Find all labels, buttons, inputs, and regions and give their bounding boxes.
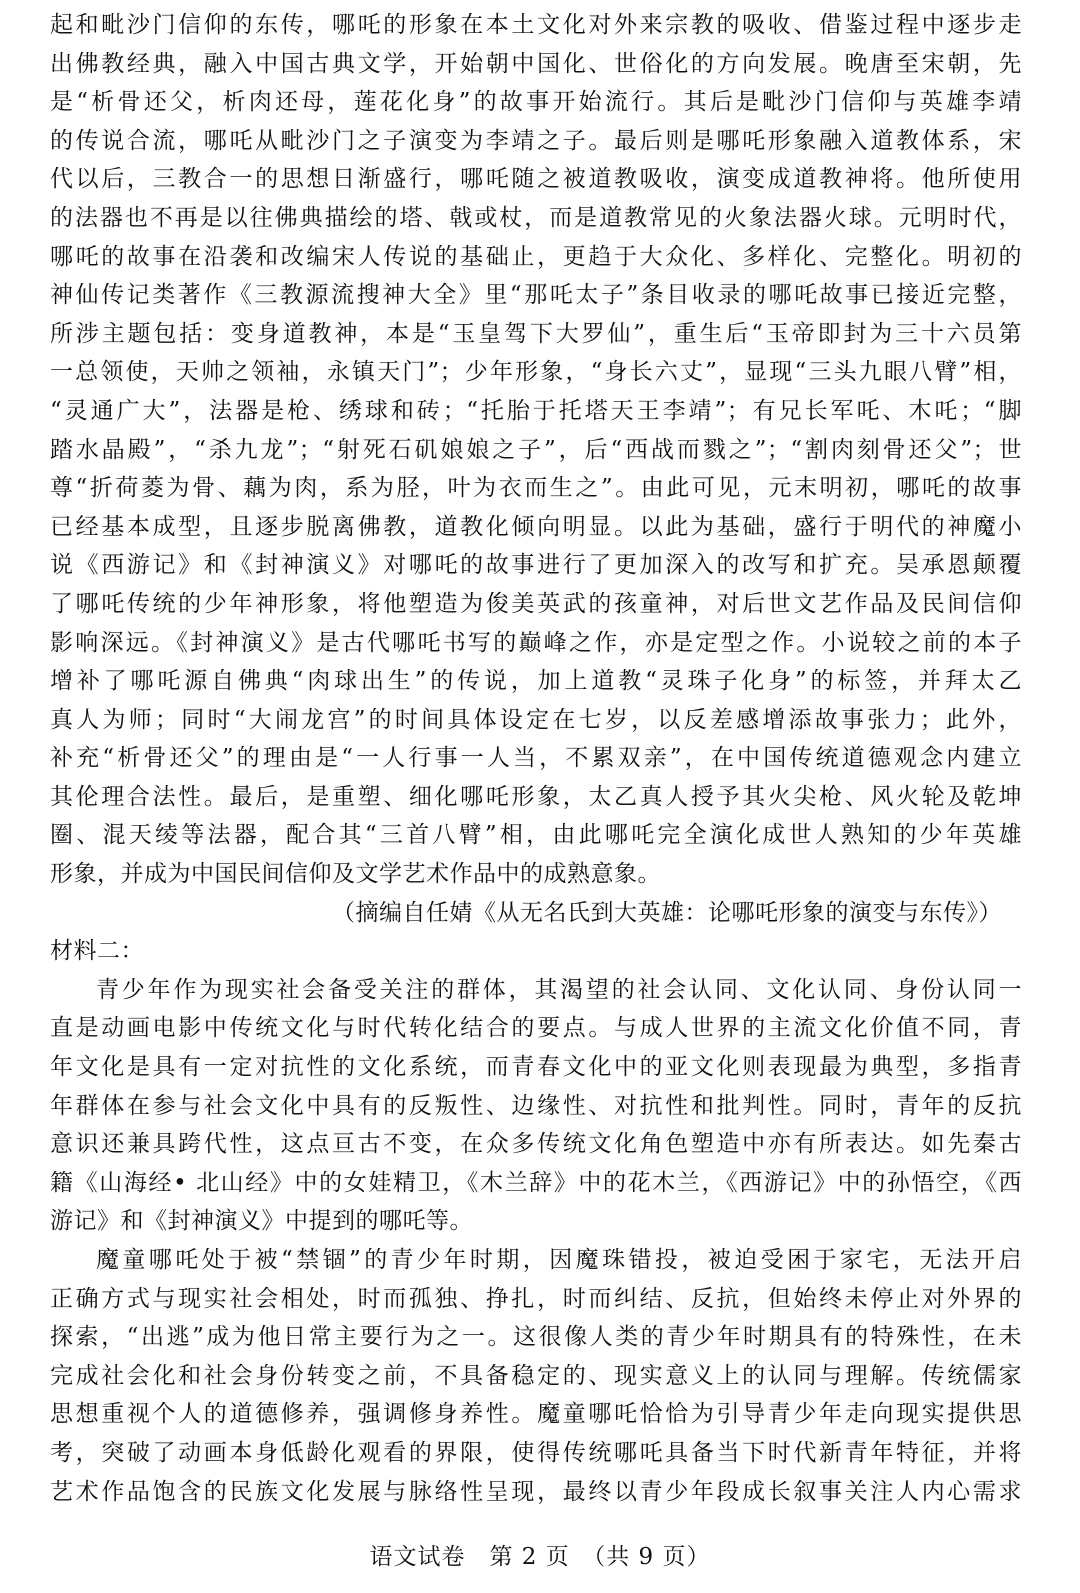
citation: （摘编自任婧《从无名氏到大英雄：论哪吒形象的演变与东传》） [332, 899, 1002, 926]
text-line: 考，突破了动画本身低龄化观看的界限，使得传统哪吒具备当下时代新青年特征，并将 [50, 1439, 1022, 1466]
text-line: 正确方式与现实社会相处，时而孤独、挣扎，时而纠结、反抗，但始终未停止对外界的 [50, 1285, 1022, 1312]
page-footer: 语文试卷 第 2 页 （共 9 页） [369, 1544, 711, 1570]
text-line: 籍《山海经• 北山经》中的女娃精卫，《木兰辞》中的花木兰，《西游记》中的孙悟空，《西 [50, 1169, 1022, 1196]
paragraph-material1 [50, 6, 1022, 894]
paragraph-material2-2 [50, 1241, 1022, 1511]
text-line: 游记》和《封神演义》中提到的哪吒等。 [50, 1208, 473, 1235]
text-line: 一总领使，天帅之领袖，永镇天门”；少年形象，“身长六丈”，显现“三头九眼八臂”相， [50, 359, 1022, 386]
text-line: 思想重视个人的道德修养，强调修身养性。魔童哪吒恰恰为引导青少年走向现实提供思 [50, 1401, 1022, 1428]
text-line: 形象，并成为中国民间信仰及文学艺术作品中的成熟意象。 [50, 861, 661, 888]
text-line: 出佛教经典，融入中国古典文学，开始朝中国化、世俗化的方向发展。晚唐至宋朝，先 [50, 50, 1022, 77]
text-line: 的传说合流，哪吒从毗沙门之子演变为李靖之子。最后则是哪吒形象融入道教体系，宋 [50, 127, 1022, 154]
text-line: 说《西游记》和《封神演义》对哪吒的故事进行了更加深入的改写和扩充。吴承恩颠覆 [50, 552, 1022, 579]
text-line: 了哪吒传统的少年神形象，将他塑造为俊美英武的孩童神，对后世文艺作品及民间信仰 [50, 590, 1022, 617]
document-page [50, 6, 1022, 1511]
text-line: 直是动画电影中传统文化与时代转化结合的要点。与成人世界的主流文化价值不同，青 [50, 1015, 1022, 1042]
text-line: 是“析骨还父，析肉还母，莲花化身”的故事开始流行。其后是毗沙门信仰与英雄李靖 [50, 89, 1022, 116]
text-line: “灵通广大”，法器是枪、绣球和砖；“托胎于托塔天王李靖”；有兄长军吒、木吒；“脚 [50, 397, 1022, 424]
text-line: 神仙传记类著作《三教源流搜神大全》里“那吒太子”条目收录的哪吒故事已接近完整， [50, 282, 1022, 309]
section-heading: 材料二： [50, 938, 144, 965]
text-line: 真人为师；同时“大闹龙宫”的时间具体设定在七岁，以反差感增添故事张力；此外， [50, 706, 1022, 733]
text-line: 影响深远。《封神演义》是古代哪吒书写的巅峰之作，亦是定型之作。小说较之前的本子 [50, 629, 1022, 656]
text-line: 魔童哪吒处于被“禁锢”的青少年时期，因魔珠错投，被迫受困于家宅，无法开启 [96, 1247, 1022, 1273]
text-line: 起和毗沙门信仰的东传，哪吒的形象在本土文化对外来宗教的吸收、借鉴过程中逐步走 [50, 12, 1022, 38]
text-line: 踏水晶殿”，“杀九龙”；“射死石矶娘娘之子”，后“西战而戮之”；“割肉刻骨还父”；世 [50, 436, 1022, 463]
text-line: 年群体在参与社会文化中具有的反叛性、边缘性、对抗性和批判性。同时，青年的反抗 [50, 1092, 1022, 1119]
text-line: 完成社会化和社会身份转变之前，不具备稳定的、现实意义上的认同与理解。传统儒家 [50, 1362, 1022, 1389]
text-line: 年文化是具有一定对抗性的文化系统，而青春文化中的亚文化则表现最为典型，多指青 [50, 1054, 1022, 1081]
text-line: 增补了哪吒源自佛典“肉球出生”的传说，加上道教“灵珠子化身”的标签，并拜太乙 [50, 668, 1022, 695]
text-line: 青少年作为现实社会备受关注的群体，其渴望的社会认同、文化认同、身份认同一 [96, 976, 1022, 1003]
text-line: 的法器也不再是以往佛典描绘的塔、戟或杖，而是道教常见的火象法器火球。元明时代， [50, 204, 1022, 231]
text-line: 补充“析骨还父”的理由是“一人行事一人当，不累双亲”，在中国传统道德观念内建立 [50, 745, 1022, 772]
text-line: 意识还兼具跨代性，这点亘古不变，在众多传统文化角色塑造中亦有所表达。如先秦古 [50, 1131, 1022, 1158]
text-line: 哪吒的故事在沿袭和改编宋人传说的基础止，更趋于大众化、多样化、完整化。明初的 [50, 243, 1022, 270]
text-line: 其伦理合法性。最后，是重塑、细化哪吒形象，太乙真人授予其火尖枪、风火轮及乾坤 [50, 783, 1022, 810]
text-line: 艺术作品饱含的民族文化发展与脉络性呈现，最终以青少年段成长叙事关注人内心需求 [50, 1478, 1022, 1505]
text-line: 代以后，三教合一的思想日渐盛行，哪吒随之被道教吸收，演变成道教神将。他所使用 [50, 166, 1022, 193]
paragraph-material2-1 [50, 971, 1022, 1241]
text-line: 圈、混天绫等法器，配合其“三首八臂”相，由此哪吒完全演化成世人熟知的少年英雄 [50, 822, 1022, 849]
text-line: 所涉主题包括：变身道教神，本是“玉皇驾下大罗仙”，重生后“玉帝即封为三十六员第 [50, 320, 1022, 347]
text-line: 探索，“出逃”成为他日常主要行为之一。这很像人类的青少年时期具有的特殊性，在未 [50, 1324, 1022, 1351]
text-line: 尊“折荷菱为骨、藕为肉，系为胫，叶为衣而生之”。由此可见，元末明初，哪吒的故事 [50, 475, 1022, 502]
text-line: 已经基本成型，且逐步脱离佛教，道教化倾向明显。以此为基础，盛行于明代的神魔小 [50, 513, 1022, 540]
